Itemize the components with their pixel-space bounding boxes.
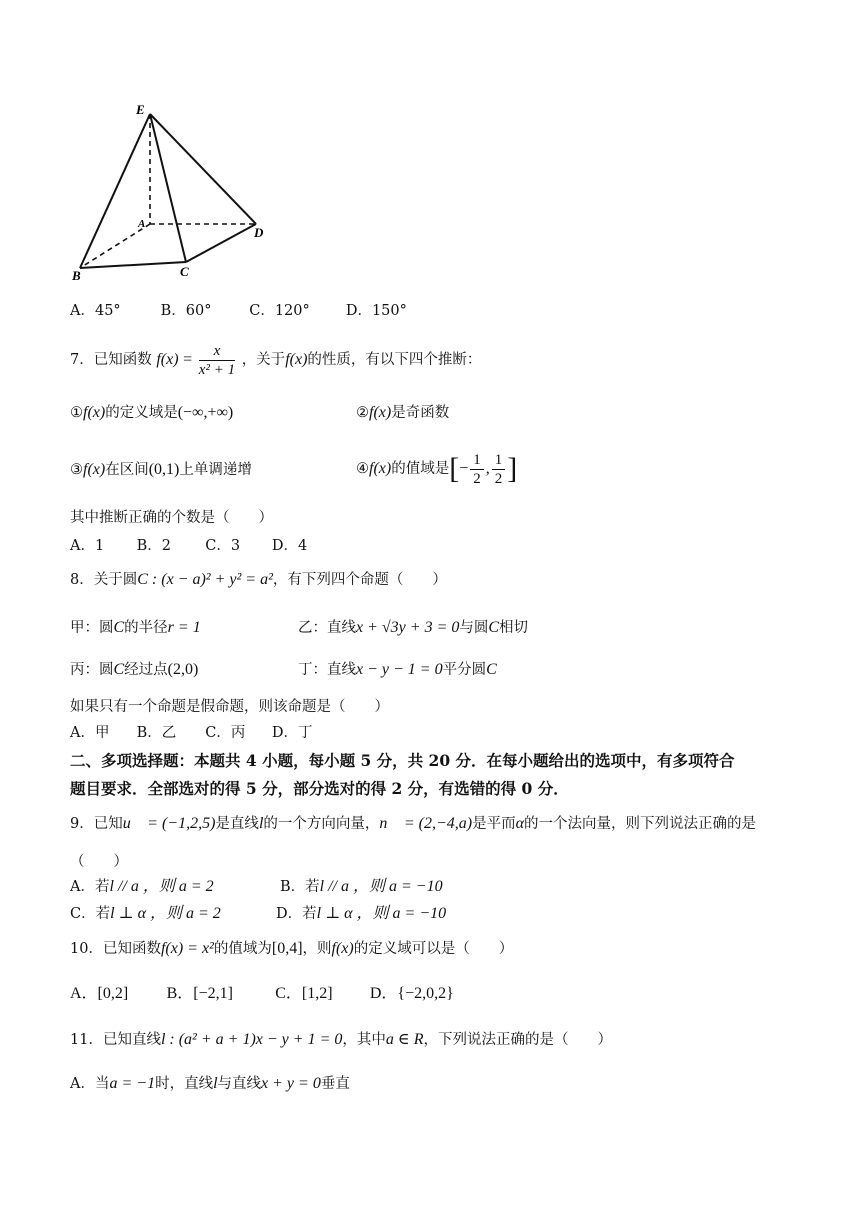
q6-options — [70, 300, 407, 322]
q9-option-b[interactable]: B．若l // a ，则 a = −10 — [280, 878, 443, 895]
label-E: E — [136, 102, 145, 117]
q7-option-a[interactable]: A．1 — [70, 538, 105, 554]
q7-options — [70, 535, 307, 557]
q10-option-b[interactable]: B．[−2,1] — [166, 985, 233, 1002]
q10-option-c[interactable]: C．[1,2] — [275, 985, 333, 1002]
q7-proposition-1: ①f(x)的定义域是(−∞,+∞) — [70, 404, 234, 421]
q7-proposition-3: ③f(x)在区间(0,1)上单调递增 — [70, 461, 252, 478]
q10-option-d[interactable]: D．{−2,0,2} — [369, 985, 454, 1002]
q8-option-a[interactable]: A．甲 — [70, 725, 110, 741]
q11-stem: 11．已知直线l : (a² + a + 1)x − y + 1 = 0，其中a ∈ R，下列说法正确的是（ ） — [70, 1031, 612, 1048]
q7-proposition-2: ②f(x)是奇函数 — [356, 404, 450, 421]
q8-question: 如果只有一个命题是假命题，则该命题是（ ） — [70, 699, 389, 715]
q8-option-b[interactable]: B．乙 — [136, 725, 177, 741]
label-A: A — [138, 218, 146, 230]
section-2-heading-line-2: 题目要求．全部选对的得 5 分，部分选对的得 2 分，有选错的得 0 分． — [70, 779, 569, 798]
q10-options — [70, 983, 454, 1005]
label-D: D — [254, 225, 264, 240]
q8-options — [70, 722, 312, 744]
q9-option-c[interactable]: C．若l ⊥ α ，则 a = 2 — [70, 905, 221, 922]
q8-proposition-ding: 丁：直线x − y − 1 = 0平分圆C — [298, 661, 497, 678]
q8-option-d[interactable]: D．丁 — [271, 725, 313, 741]
q8-option-c[interactable]: C．丙 — [205, 725, 246, 741]
q6-option-d[interactable]: D．150° — [345, 303, 407, 319]
section-2-heading-line-1: 二、多项选择题：本题共 4 小题，每小题 5 分，共 20 分．在每小题给出的选项中，有多项符合 — [70, 751, 735, 770]
q6-option-b[interactable]: B．60° — [160, 303, 212, 319]
q7-option-b[interactable]: B．2 — [136, 538, 171, 554]
q7-proposition-4: ④f(x)的值域是[− $\frac{1}{2}$ , $\frac{1}{2}$ ] — [356, 451, 518, 487]
q8-proposition-jia: 甲：圆C的半径r = 1 — [70, 619, 201, 636]
q6-option-c[interactable]: C．120° — [249, 303, 310, 319]
q9-stem: 9．已知u⃗ = (−1,2,5)是直线l的一个方向向量，n⃗ = (2,−4,a)是平而α的一个法向量，则下列说法正确的是 — [70, 815, 756, 832]
q7-option-d[interactable]: D．4 — [271, 538, 308, 554]
q7-option-c[interactable]: C．3 — [205, 538, 241, 554]
q9-paren: （ ） — [70, 854, 128, 870]
label-B: B — [72, 268, 81, 283]
q8-stem: 8．关于圆C : (x − a)² + y² = a²，有下列四个命题（ ） — [70, 571, 447, 588]
q7-fraction: $\frac{x}{\text{x² + 1}}$ — [198, 342, 236, 378]
q6-option-a[interactable]: A．45° — [70, 303, 121, 319]
q9-option-d[interactable]: D．若l ⊥ α ，则 a = −10 — [276, 905, 447, 922]
q9-option-a[interactable]: A．若l // a ，则 a = 2 — [70, 878, 214, 895]
q10-stem: 10．已知函数f(x) = x²的值域为[0,4]，则f(x)的定义域可以是（ ） — [70, 940, 514, 957]
pyramid-figure — [68, 100, 288, 290]
q7-stem: 7．已知函数 f(x) = $\frac{x}{\text{x² + 1}}$ ，关于f(x)的性质，有以下四个推断： — [70, 342, 482, 378]
q8-proposition-bing: 丙：圆C经过点(2,0) — [70, 661, 199, 678]
q8-proposition-yi: 乙：直线x + √3y + 3 = 0与圆C相切 — [298, 619, 529, 636]
q7-question: 其中推断正确的个数是（ ） — [70, 510, 273, 526]
q11-option-a[interactable]: A．当a = −1时，直线l与直线x + y = 0垂直 — [70, 1075, 350, 1092]
label-C: C — [180, 264, 189, 279]
q10-option-a[interactable]: A．[0,2] — [70, 985, 129, 1002]
